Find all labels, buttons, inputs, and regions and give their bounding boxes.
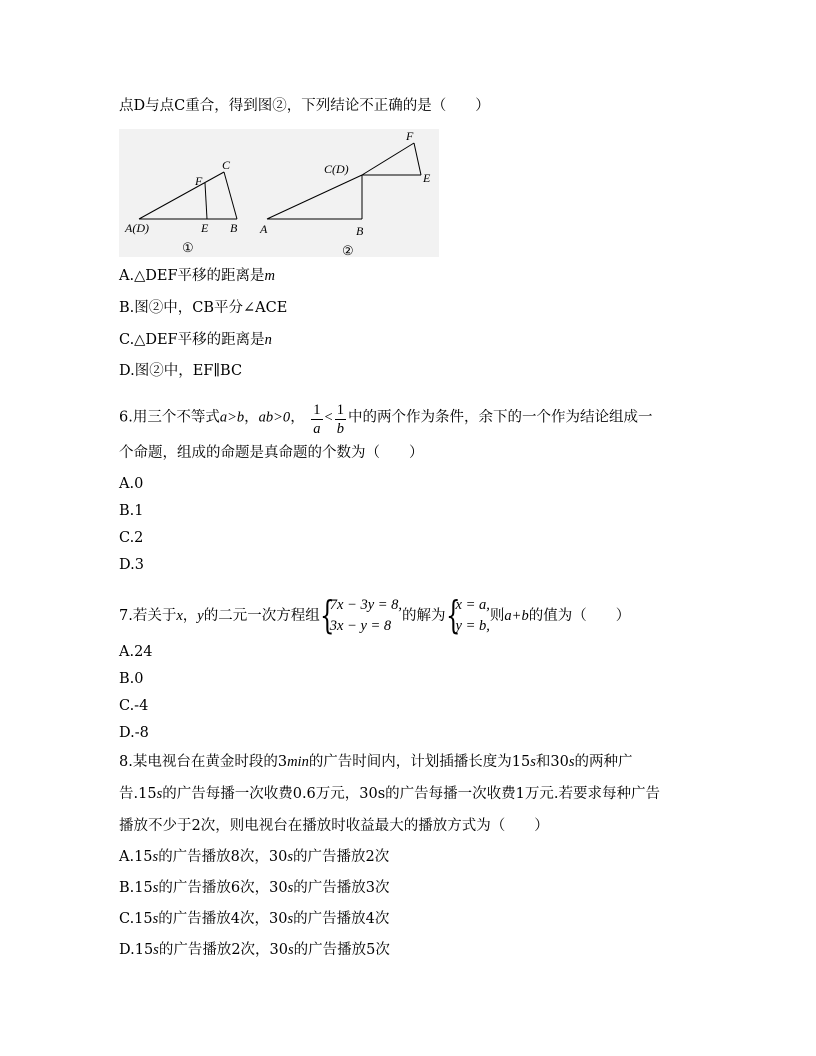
label-b1: B <box>230 221 238 235</box>
q7-option-a: A.24 <box>119 644 153 660</box>
q5-option-d: D.图②中，EF∥BC <box>119 363 243 379</box>
triangle-diagram <box>119 129 439 257</box>
fraction-1-over-a: $\frac{1}{a}$ <box>313 402 321 437</box>
q7-option-d: D.-8 <box>119 725 149 741</box>
label-f1: F <box>195 174 203 188</box>
q6-stem-line2: 个命题，组成的命题是真命题的个数为（ ） <box>119 445 424 461</box>
q8-stem-line1: 8.某电视台在黄金时段的3min的广告时间内，计划插播长度为15s和30s的两种广 <box>119 754 633 770</box>
q6-option-d: D.3 <box>119 557 144 573</box>
q8-option-a: A.15s的广告播放8次，30s的广告播放2次 <box>119 849 390 865</box>
q8-option-d: D.15s的广告播放2次，30s的广告播放5次 <box>119 942 390 958</box>
q7-option-c: C.-4 <box>119 698 149 714</box>
q6-stem-line1: 6.用三个不等式a>b，ab>0， $\frac{1}{a}$ < $\frac{1}{b}$ 中的两个作为条件，余下的一个作为结论组成一 <box>119 402 653 437</box>
q6-option-a: A.0 <box>119 476 144 492</box>
caption-fig2: ② <box>342 244 354 257</box>
label-f2: F <box>406 129 414 143</box>
q5-option-b: B.图②中，CB平分∠ACE <box>119 300 288 316</box>
q6-option-c: C.2 <box>119 530 144 546</box>
label-c-d: C(D) <box>324 162 349 176</box>
label-a2: A <box>260 222 268 236</box>
q7-option-b: B.0 <box>119 671 144 687</box>
q8-option-c: C.15s的广告播放4次，30s的广告播放4次 <box>119 911 390 927</box>
q5-option-c: C.△DEF平移的距离是n <box>119 332 272 348</box>
q5-option-a: A.△DEF平移的距离是m <box>119 268 275 284</box>
label-e2: E <box>423 171 431 185</box>
label-b2: B <box>356 224 364 238</box>
q8-option-b: B.15s的广告播放6次，30s的广告播放3次 <box>119 880 390 896</box>
translation-figure <box>119 129 439 257</box>
q6-option-b: B.1 <box>119 503 144 519</box>
q8-stem-line3: 播放不少于2次，则电视台在播放时收益最大的播放方式为（ ） <box>119 818 549 834</box>
caption-fig1: ① <box>182 241 194 256</box>
q8-stem-line2: 告.15s的广告每播一次收费0.6万元，30s的广告每播一次收费1万元.若要求每种广告 <box>119 786 661 802</box>
fraction-1-over-b: $\frac{1}{b}$ <box>336 402 344 437</box>
label-c1: C <box>222 158 231 172</box>
label-e1: E <box>201 221 209 235</box>
q7-stem: 7.若关于x，y的二元一次方程组 { 7x − 3y = 8, 3x − y = 8 的解为 { x = a, y = b, 则a+b的值为（ ） <box>119 593 631 637</box>
equation-system: { 7x − 3y = 8, 3x − y = 8 <box>319 593 403 637</box>
label-a-d: A(D) <box>125 221 149 235</box>
q5-stem: 点D与点C重合，得到图②，下列结论不正确的是（ ） <box>119 98 490 114</box>
solution-system: { x = a, y = b, <box>445 593 490 637</box>
